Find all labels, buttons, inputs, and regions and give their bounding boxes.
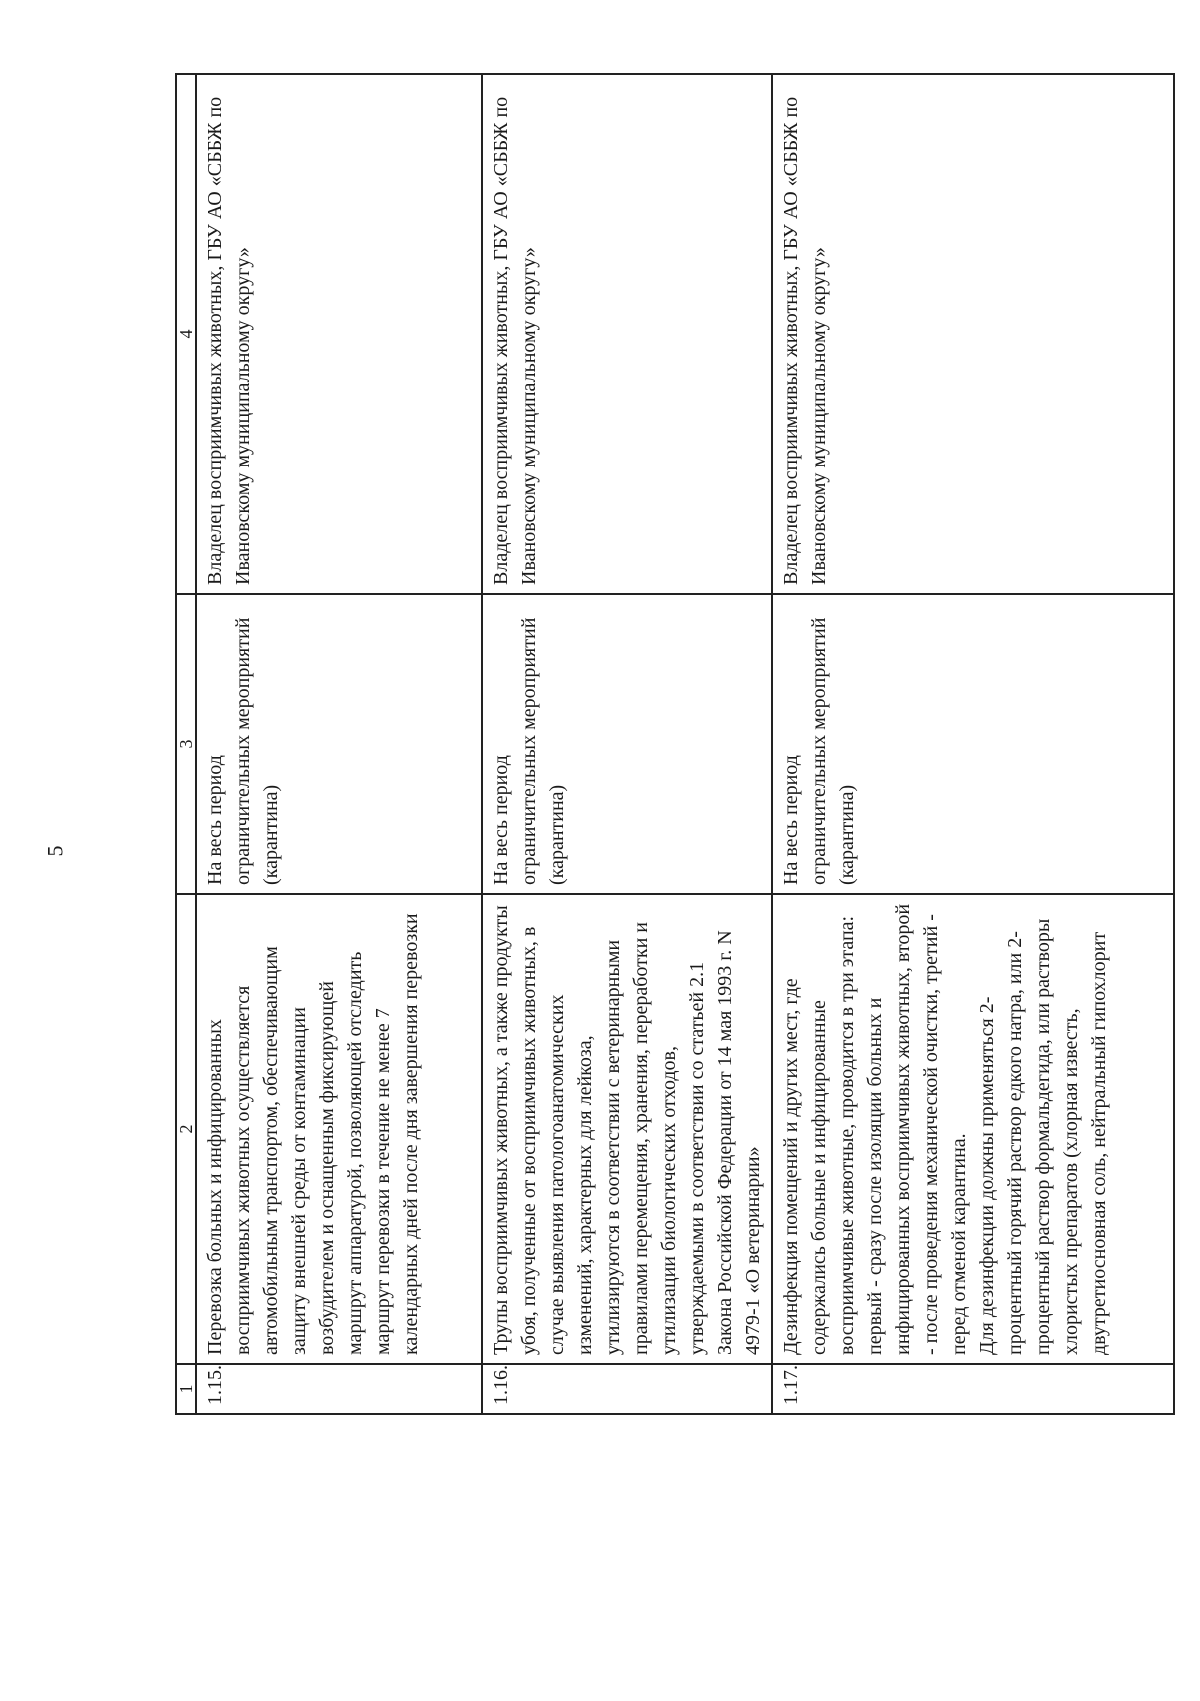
period-cell: На весь период ограничительных мероприятий (карантина) <box>772 594 1174 894</box>
responsible-cell: Владелец восприимчивых животных, ГБУ АО «СББЖ по Ивановскому муниципальному округу» <box>772 74 1174 594</box>
period-cell: На весь период ограничительных мероприятий (карантина) <box>196 594 482 894</box>
row-number: 1.17. <box>772 1364 1174 1414</box>
table-header-row <box>176 74 196 1414</box>
period-cell: На весь период ограничительных мероприятий (карантина) <box>482 594 772 894</box>
rotated-table-area <box>175 75 1175 1415</box>
responsible-cell: Владелец восприимчивых животных, ГБУ АО «СББЖ по Ивановскому муниципальному округу» <box>196 74 482 594</box>
measure-cell: Трупы восприимчивых животных, а также продукты убоя, полученные от восприимчивых животных, в случае выявления патологоанатомических изменений, характерных для лейкоза, утилизируются в соответствии с ветеринарными правилами перемещения, хранения, переработки и утилизации биологических отходов, утверждаемыми в соответствии со статьей 2.1 Закона Российской Федерации от 14 мая 1993 г. N 4979-1 «О ветеринарии» <box>482 894 772 1364</box>
header-col-3: 3 <box>176 594 196 894</box>
measures-table <box>175 73 1175 1415</box>
table-sheet <box>175 75 1175 1415</box>
measure-cell: Дезинфекция помещений и других мест, где содержались больные и инфицированные восприимчивые животные, проводится в три этапа: первый - сразу после изоляции больных и инфицированных восприимчивых животных, второй - после проведения механической очистки, третий - перед отменой карантина. Для дезинфекции должны применяться 2-процентный горячий раствор едкого натра, или 2-процентный раствор формальдегида, или растворы хлористых препаратов (хлорная известь, двутретиосновная соль, нейтральный гипохлорит <box>772 894 1174 1364</box>
header-col-4: 4 <box>176 74 196 594</box>
responsible-cell: Владелец восприимчивых животных, ГБУ АО «СББЖ по Ивановскому муниципальному округу» <box>482 74 772 594</box>
measure-cell: Перевозка больных и инфицированных восприимчивых животных осуществляется автомобильным транспортом, обеспечивающим защиту внешней среды от контаминации возбудителем и оснащенным фиксирующей маршрут аппаратурой, позволяющей отследить маршрут перевозки в течение не менее 7 календарных дней после дня завершения перевозки <box>196 894 482 1364</box>
page-number: 5 <box>42 845 68 857</box>
table-row <box>196 74 482 1414</box>
row-number: 1.15. <box>196 1364 482 1414</box>
table-row <box>772 74 1174 1414</box>
header-col-2: 2 <box>176 894 196 1364</box>
row-number: 1.16. <box>482 1364 772 1414</box>
table-row <box>482 74 772 1414</box>
header-col-1: 1 <box>176 1364 196 1414</box>
